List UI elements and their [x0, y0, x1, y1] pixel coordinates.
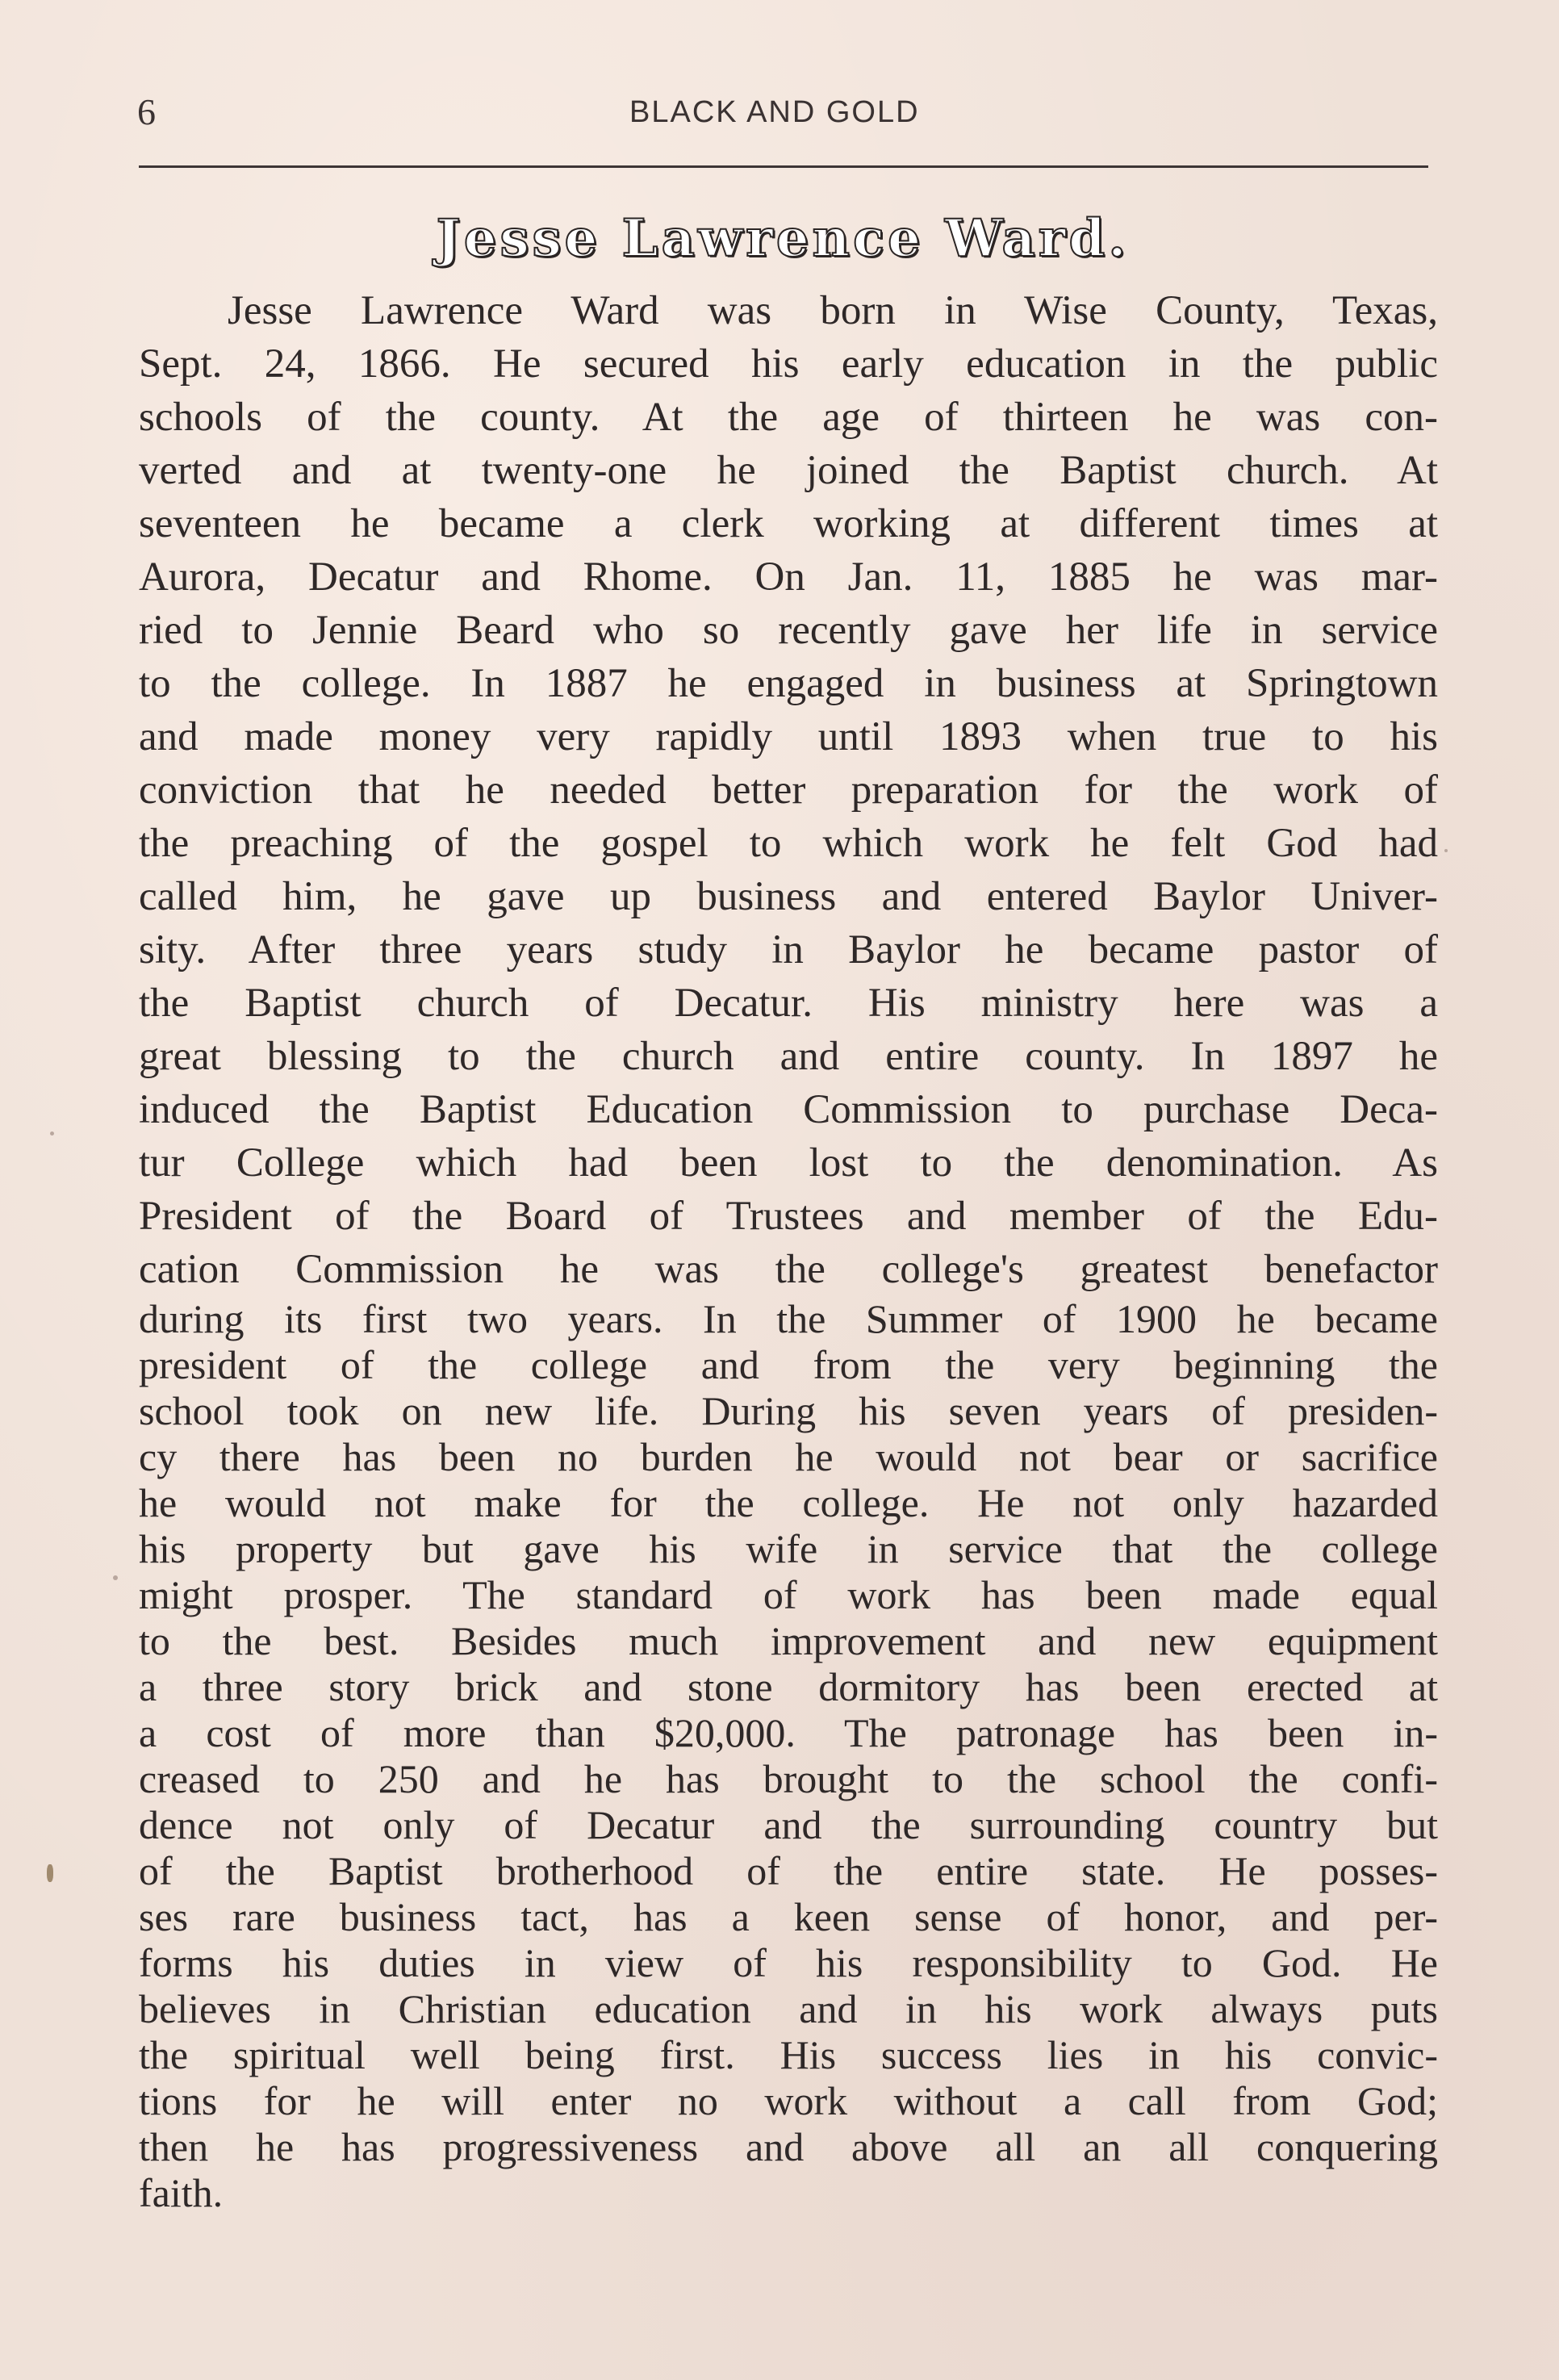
paper-speck: [50, 1131, 54, 1136]
body-line: called him, he gave up business and entered Baylor Univer-: [139, 874, 1438, 919]
body-line: a cost of more than $20,000. The patronage has been in-: [139, 1710, 1438, 1755]
body-line: schools of the county. At the age of thirteen he was con-: [139, 395, 1438, 440]
body-line: might prosper. The standard of work has been made equal: [139, 1572, 1438, 1617]
body-line: cation Commission he was the college's greatest benefactor: [139, 1247, 1438, 1292]
running-head: BLACK AND GOLD: [629, 95, 920, 129]
body-line: the Baptist church of Decatur. His ministry here was a: [139, 981, 1438, 1026]
body-line: verted and at twenty-one he joined the Baptist church. At: [139, 448, 1438, 493]
body-line: tions for he will enter no work without a call from God;: [139, 2078, 1438, 2123]
body-line: ses rare business tact, has a keen sense of honor, and per-: [139, 1894, 1438, 1939]
page-number: 6: [137, 91, 156, 132]
header-rule: [139, 165, 1428, 168]
page-header: [137, 90, 1428, 147]
body-line: school took on new life. During his seven years of presiden-: [139, 1388, 1438, 1433]
article-body: [139, 284, 1438, 2216]
body-line: faith.: [139, 2170, 224, 2215]
paper-speck: [1444, 849, 1448, 852]
body-line: tur College which had been lost to the denomination. As: [139, 1140, 1438, 1186]
body-line: ried to Jennie Beard who so recently gave her life in service: [139, 608, 1438, 653]
body-line: forms his duties in view of his responsibility to God. He: [139, 1940, 1438, 1985]
body-line: Jesse Lawrence Ward was born in Wise County, Texas,: [228, 288, 1438, 333]
body-line: conviction that he needed better preparation for the work of: [139, 768, 1438, 813]
body-line: and made money very rapidly until 1893 when true to his: [139, 714, 1438, 759]
body-line: to the college. In 1887 he engaged in business at Springtown: [139, 661, 1438, 706]
body-line: cy there has been no burden he would not bear or sacrifice: [139, 1434, 1438, 1479]
body-line: creased to 250 and he has brought to the school the confi-: [139, 1756, 1438, 1801]
body-line: the preaching of the gospel to which work he felt God had: [139, 821, 1438, 866]
body-line: seventeen he became a clerk working at different times at: [139, 501, 1438, 546]
body-line: then he has progressiveness and above all an all conquering: [139, 2124, 1438, 2169]
body-line: dence not only of Decatur and the surrounding country but: [139, 1802, 1438, 1847]
body-line: of the Baptist brotherhood of the entire state. He posses-: [139, 1848, 1438, 1893]
body-line: during its first two years. In the Summer of 1900 he became: [139, 1296, 1438, 1341]
body-line: Aurora, Decatur and Rhome. On Jan. 11, 1885 he was mar-: [139, 554, 1438, 600]
body-line: a three story brick and stone dormitory has been erected at: [139, 1664, 1438, 1709]
body-line: President of the Board of Trustees and member of the Edu-: [139, 1194, 1438, 1239]
body-line: believes in Christian education and in his work always puts: [139, 1986, 1438, 2031]
article-title: Jesse Lawrence Ward.: [436, 208, 1130, 269]
body-line: sity. After three years study in Baylor he became pastor of: [139, 927, 1438, 972]
paper-speck: [47, 1864, 53, 1882]
body-line: he would not make for the college. He not only hazarded: [139, 1480, 1438, 1525]
body-line: his property but gave his wife in service that the college: [139, 1526, 1438, 1571]
body-line: Sept. 24, 1866. He secured his early education in the public: [139, 341, 1438, 387]
body-line: president of the college and from the very beginning the: [139, 1342, 1438, 1387]
body-line: to the best. Besides much improvement and new equipment: [139, 1618, 1438, 1663]
body-line: great blessing to the church and entire county. In 1897 he: [139, 1034, 1438, 1079]
body-line: the spiritual well being first. His success lies in his convic-: [139, 2032, 1438, 2077]
paper-speck: [113, 1575, 118, 1580]
body-line: induced the Baptist Education Commission to purchase Deca-: [139, 1087, 1438, 1132]
